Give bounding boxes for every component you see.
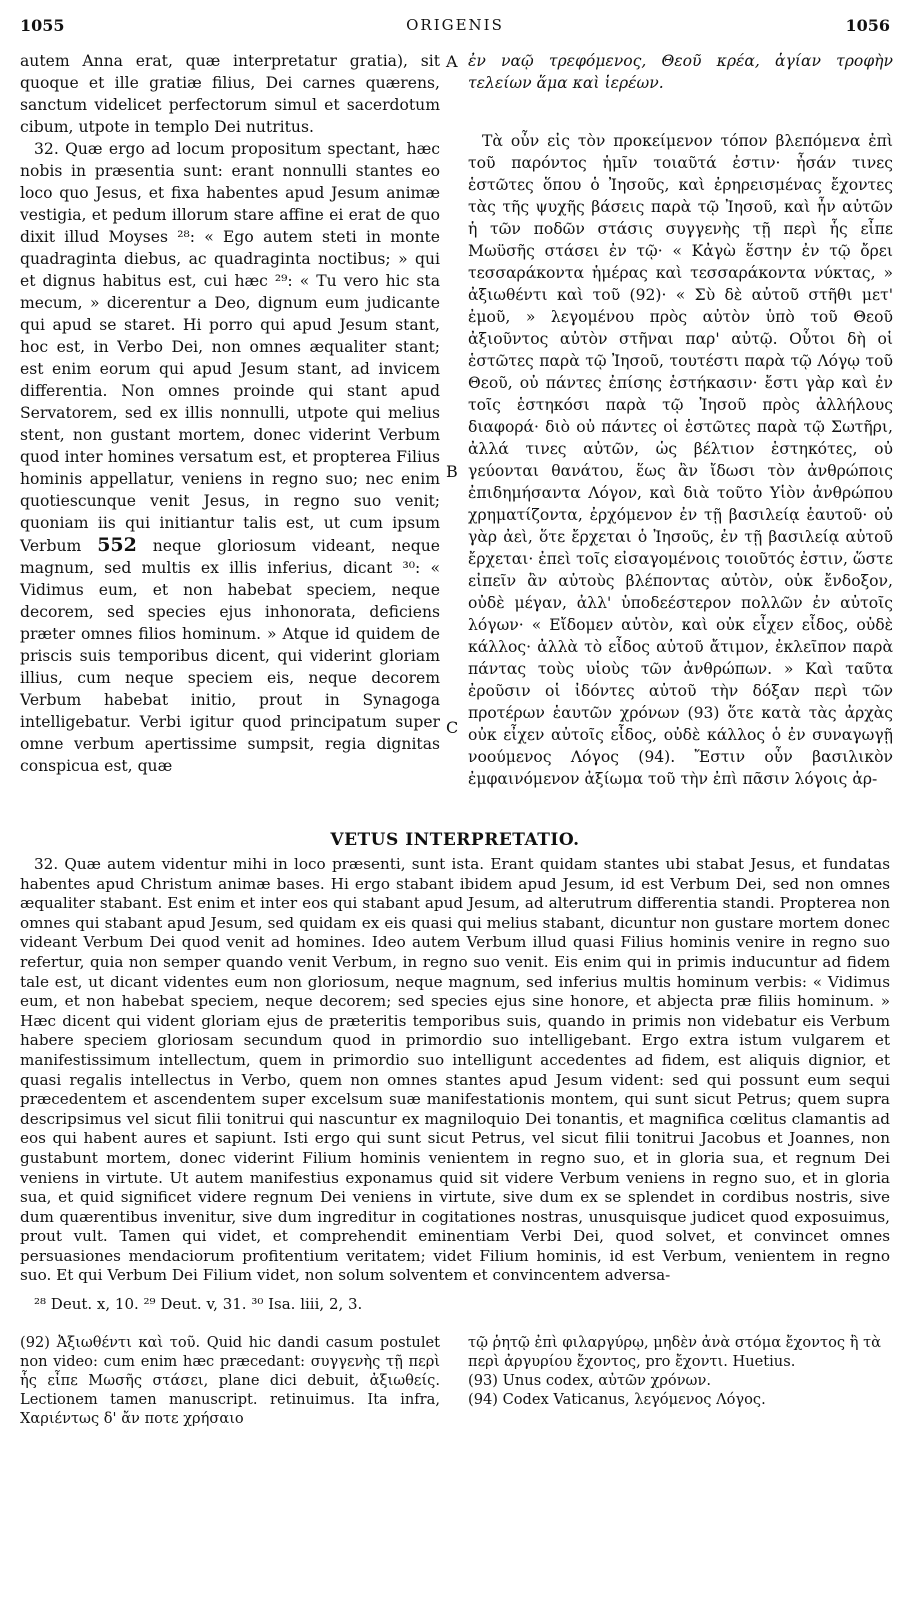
footnote-92: (92) Ἀξιωθέντι καὶ τοῦ. Quid hic dandi casum postulet non video: cum enim hæc præcedant: συγγενὴς τῇ περὶ ἧς εἶπε Μωσῆς στάσει, plane dici debuit, ἀξιωθείς. Lectionem tamen manuscript. retinuimus. Ita infra, Χαριέντως δ' ἄν ποτε χρήσαιο	[20, 1334, 440, 1427]
latin-column	[20, 50, 440, 777]
vetus-text: 32. Quæ autem videntur mihi in loco præsenti, sunt ista. Erant quidam stantes ubi stabat Jesus, et fundatas habentes apud Christum animæ bases. Hi ergo stabant ibidem apud Jesum, id est Verbum Dei, sed non omnes æqualiter stabant. Est enim et inter eos qui stabant apud Jesum, ad alterutrum differentia standi. Propterea non omnes qui stabant apud Jesum, sed quidam ex eis quasi qui melius stabant, dicuntur non gustare mortem donec videant Verbum Dei quod venit ad homines. Ideo autem Verbum illud quasi Filius hominis venire in regno suo refertur, quia non semper quando venit Verbum, in regno suo venit. Eis enim qui in primis inducuntur ad fidem tale est, ut dicant videntes eum non gloriosum, neque magnum, sed inferius multis hominum verbis: « Vidimus eum, et non habebat speciem, neque decorem; sed species ejus sine honore, et abjecta præ filiis hominum. » Hæc dicent qui vident gloriam ejus de præteritis temporibus suis, quando in primis non videbatur eis Verbum habere speciem gloriosam secundum quod in primordio suo intelligebant. Ergo extra istum vulgarem et manifestissimum intellectum, quem in primordio suo intelligunt accedentes ad fidem, est aliquis dignior, et quasi regalis intellectus in Verbo, quem non omnes stantes apud Jesum vident: sed qui possunt eum sequi præcedentem et ascendentem super excelsum suæ manifestationis montem, qui sunt sicut Petrus; quem supra descripsimus vel sicut filii tonitrui qui nascuntur ex magniloquio Dei tonantis, et magnifica cœlitus clamantis ad eos qui habent aures et sapiunt. Isti ergo qui sunt sicut Petrus, vel sicut filii tonitrui Jacobus et Joannes, non gustabunt mortem, donec viderint Filium hominis venientem in regno suo, et in gloria sua, et regnum Dei veniens in virtute. Ut autem manifestius exponamus quid sit videre Verbum veniens in regno suo, et in gloria sua, et quid significet videre regnum Dei veniens in virtute, sive dum ex se splendet in cordibus nostris, sive dum quærentibus invenitur, sive dum ingreditur in cogitationes nostras, unusquisque judicet quod exposuimus, prout vult. Tamen qui videt, et comprehendit eminentiam Verbi Dei, quod solvet, et convincet omnes persuasiones mendaciorum profitentium veritatem; videt Filium hominis, id est Verbum, venientem in regno suo. Et qui Verbum Dei Filium videt, non solum solventem et convincentem adversa-	[20, 855, 890, 1285]
right-page-number: 1056	[845, 16, 890, 35]
column-number: 552	[97, 534, 137, 556]
latin-paragraph-2-start: 32. Quæ ergo ad locum propositum spectant, hæc nobis in præsentia sunt: erant nonnulli stantes eo loco quo Jesus, et fixa habentes apud Jesum animæ vestigia, et pedum illorum stare affine ei erat de quo dixit illud Moyses ²⁸: « Ego autem steti in monte quadraginta diebus, ac quadraginta noctibus; » qui et dignus habitus est, cui hæc ²⁹: « Tu vero hic sta mecum, » dicerentur a Deo, dignum eum judicante qui apud se staret. Hi porro qui apud Jesum stant, hoc est, in Verbo Dei, non omnes æqualiter stant; est enim eorum qui apud Jesum stant, ad invicem differentia. Non omnes proinde qui stant apud Servatorem, sed ex illis nonnulli, utpote qui melius stent, non gustant mortem, donec viderint Verbum quod inter homines versatum est, et propterea Filius hominis appellatur, veniens in regno suo; nec enim quotiescunque venit Jesus, in regno suo venit; quoniam iis qui initiantur talis est, ut cum ipsum Verbum	[20, 140, 440, 555]
latin-paragraph-1: autem Anna erat, quæ interpretatur gratia), sit quoque et ille gratiæ filius, Dei carnes quærens, sanctum videlicet perfectorum simul et sacerdotum cibum, utpote in templo Dei nutritus.	[20, 52, 440, 136]
vetus-interpretatio	[20, 855, 890, 1286]
footnotes-right	[468, 1333, 888, 1409]
left-page-number: 1055	[20, 16, 65, 35]
greek-intro: ἐν ναῷ τρεφόμενος, Θεοῦ κρέα, ἁγίαν τροφὴν τελείων ἅμα καὶ ἱερέων.	[468, 52, 893, 92]
margin-marker-b: B	[446, 462, 458, 481]
section-heading: VETUS INTERPRETATIO.	[330, 830, 580, 850]
greek-main-text: Τὰ οὖν εἰς τὸν προκείμενον τόπον βλεπόμενα ἐπὶ τοῦ παρόντος ἡμῖν τοιαῦτά ἐστιν· ἦσάν τινες ἑστῶτες ὅπου ὁ Ἰησοῦς, καὶ ἐρηρεισμένας ἔχοντες τὰς τῆς ψυχῆς βάσεις παρὰ τῷ Ἰησοῦ, καὶ ἦν αὐτῶν ἡ τῶν ποδῶν στάσις συγγενὴς τῇ περὶ ἧς εἶπε Μωϋσῆς στάσει ἐν τῷ· « Κἀγὼ ἕστην ἐν τῷ ὄρει τεσσαράκοντα ἡμέρας καὶ τεσσαράκοντα νύκτας, » ἀξιωθέντι καὶ τοῦ (92)· « Σὺ δὲ αὐτοῦ στῆθι μετ' ἐμοῦ, » λεγομένου πρὸς αὐτὸν ὑπὸ τοῦ Θεοῦ ἀξιοῦντος αὐτὸν στῆναι παρ' αὐτῷ. Οὗτοι δὴ οἱ ἑστῶτες παρὰ τῷ Ἰησοῦ, τουτέστι παρὰ τῷ Λόγῳ τοῦ Θεοῦ, οὐ πάντες ἐπίσης ἑστήκασιν· ἔστι γὰρ καὶ ἐν τοῖς ἑστηκόσι παρὰ τῷ Ἰησοῦ πρὸς ἀλλήλους διαφορά· διὸ οὐ πάντες οἱ ἑστῶτες παρὰ τῷ Σωτῆρι, ἀλλά τινες αὐτῶν, ὡς βέλτιον ἑστηκότες, οὐ γεύονται θανάτου, ἕως ἂν ἴδωσι τὸν ἀνθρώποις ἐπιδημήσαντα Λόγον, καὶ διὰ τοῦτο Υἱὸν ἀνθρώπου χρηματίζοντα, ἐρχόμενον ἐν τῇ βασιλείᾳ ἑαυτοῦ· οὐ γὰρ ἀεὶ, ὅτε ἔρχεται ὁ Ἰησοῦς, ἐν τῇ βασιλείᾳ αὐτοῦ ἔρχεται· ἐπεὶ τοῖς εἰσαγομένοις τοιοῦτός ἐστιν, ὥστε εἰπεῖν ἂν αὐτοὺς βλέποντας αὐτὸν, οὐκ ἔνδοξον, οὐδὲ μέγαν, ἀλλ' ὑποδεέστερον πολλῶν ἐν αὐτοῖς λόγων· « Εἴδομεν αὐτὸν, καὶ οὐκ εἶχεν εἶδος, οὐδὲ κάλλος· ἀλλὰ τὸ εἶδος αὐτοῦ ἄτιμον, ἐκλεῖπον παρὰ πάντας τοὺς υἱοὺς τῶν ἀνθρώπων. » Καὶ ταῦτα ἐροῦσιν οἱ ἰδόντες αὐτοῦ τὴν δόξαν περὶ τῶν προτέρων ἑαυτῶν χρόνων (93) ὅτε κατὰ τὰς ἀρχὰς οὐκ εἶχεν αὐτοῖς εἶδος, οὐδὲ κάλλος ὁ ἐν συναγωγῇ νοούμενος Λόγος (94). Ἔστιν οὖν βασιλικὸν ἐμφαινόμενον ἀξίωμα τοῦ τὴν ἐπὶ πᾶσιν λόγοις ἀρ-	[468, 132, 893, 788]
footnote-92-continued: τῷ ῥητῷ ἐπὶ φιλαργύρῳ, μηδὲν ἀνὰ στόμα ἔχοντος ἢ τὰ περὶ ἀργυρίου ἔχοντος, pro ἔχοντι. Huetius.	[468, 1334, 882, 1370]
margin-marker-a: A	[446, 52, 458, 71]
footnotes-left	[20, 1333, 440, 1428]
latin-paragraph-2-end: neque gloriosum videant, neque magnum, sed multis ex illis inferius, dicant ³⁰: « Vidimus eum, et non habebat speciem, neque decorem, sed species ejus inhonorata, deficiens præter omnes filios hominum. » Atque id quidem de priscis suis temporibus dicent, qui viderint gloriam illius, cum neque speciem eis, neque decorem Verbum habebat initio, prout in Synagoga intelligebatur. Verbi igitur quod principatum super omne verbum apertissime sumpsit, regia dignitas conspicua est, quæ	[20, 537, 440, 775]
footnote-94: (94) Codex Vaticanus, λεγόμενος Λόγος.	[468, 1391, 766, 1408]
scripture-references: ²⁸ Deut. x, 10. ²⁹ Deut. v, 31. ³⁰ Isa. liii, 2, 3.	[34, 1295, 363, 1313]
margin-marker-c: C	[446, 718, 459, 737]
greek-column	[468, 50, 893, 790]
page-header	[20, 16, 890, 38]
running-title: ORIGENIS	[406, 16, 504, 34]
latin-paragraph-2	[20, 138, 440, 777]
footnote-93: (93) Unus codex, αὐτῶν χρόνων.	[468, 1372, 711, 1389]
